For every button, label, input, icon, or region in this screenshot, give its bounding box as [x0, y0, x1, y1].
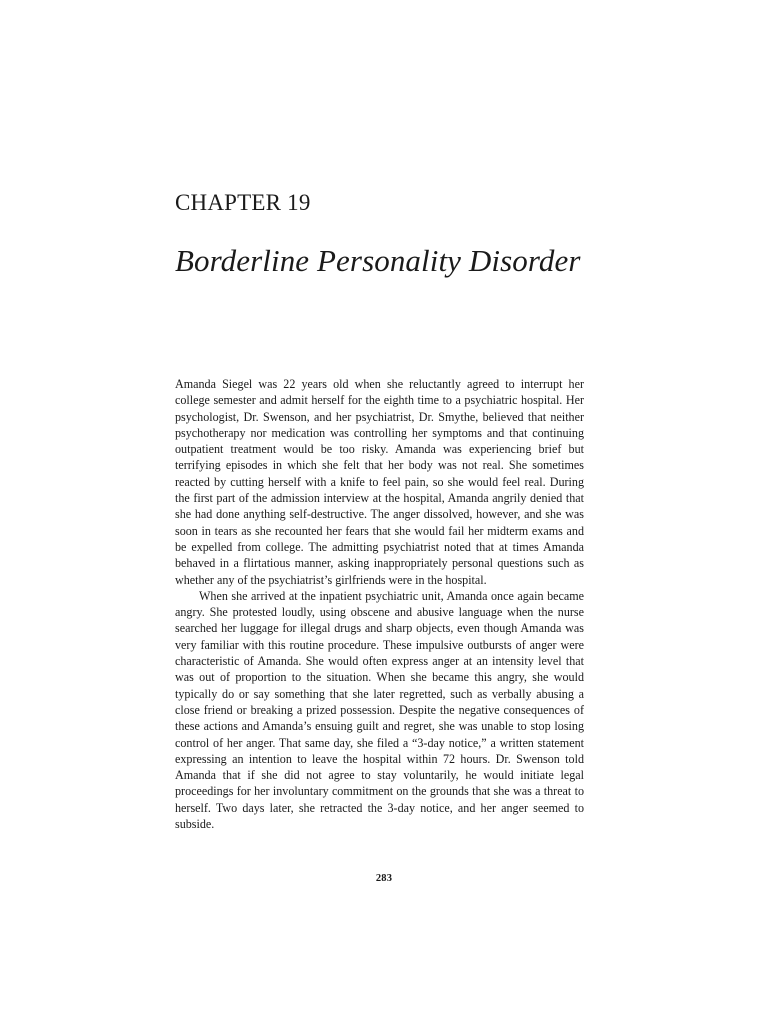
chapter-number: CHAPTER 19	[175, 190, 311, 215]
paragraph-2: When she arrived at the inpatient psychiatric unit, Amanda once again became angry. She protested loudly, using obscene and abusive language when the nurse searched her luggage for illegal drugs and sharp objects, even though Amanda was very familiar with this routine procedure. These impulsive outbursts of anger were characteristic of Amanda. She would often express anger at an intensity level that was out of proportion to the situation. When she became this angry, she would typically do or say something that she later regretted, such as verbally abusing a close friend or breaking a prized possession. Despite the negative consequences of these actions and Amanda’s ensuing guilt and regret, she was unable to stop losing control of her anger. That same day, she filed a “3-day notice,” a written statement expressing an intention to leave the hospital within 72 hours. Dr. Swenson told Amanda that if she did not agree to stay voluntarily, he would initiate legal proceedings for her involuntary commitment on the grounds that she was a threat to herself. Two days later, she retracted the 3-day notice, and her anger seemed to subside.	[175, 588, 584, 832]
chapter-title: Borderline Personality Disorder	[175, 243, 581, 278]
chapter-body	[175, 376, 584, 832]
paragraph-1: Amanda Siegel was 22 years old when she reluctantly agreed to interrupt her college semester and admit herself for the eighth time to a psychiatric hospital. Her psychologist, Dr. Swenson, and her psychiatrist, Dr. Smythe, believed that neither psychotherapy nor medication was controlling her symptoms and that continuing outpatient treatment would be too risky. Amanda was experiencing brief but terrifying episodes in which she felt that her body was not real. She sometimes reacted by cutting herself with a knife to feel pain, so she would feel real. During the first part of the admission interview at the hospital, Amanda angrily denied that she had done anything self-destructive. The anger dissolved, however, and she was soon in tears as she recounted her fears that she would fail her midterm exams and be expelled from college. The admitting psychiatrist noted that at times Amanda behaved in a flirtatious manner, asking inappropriately personal questions such as whether any of the psychiatrist’s girlfriends were in the hospital.	[175, 377, 584, 587]
page-number: 283	[375, 873, 393, 884]
